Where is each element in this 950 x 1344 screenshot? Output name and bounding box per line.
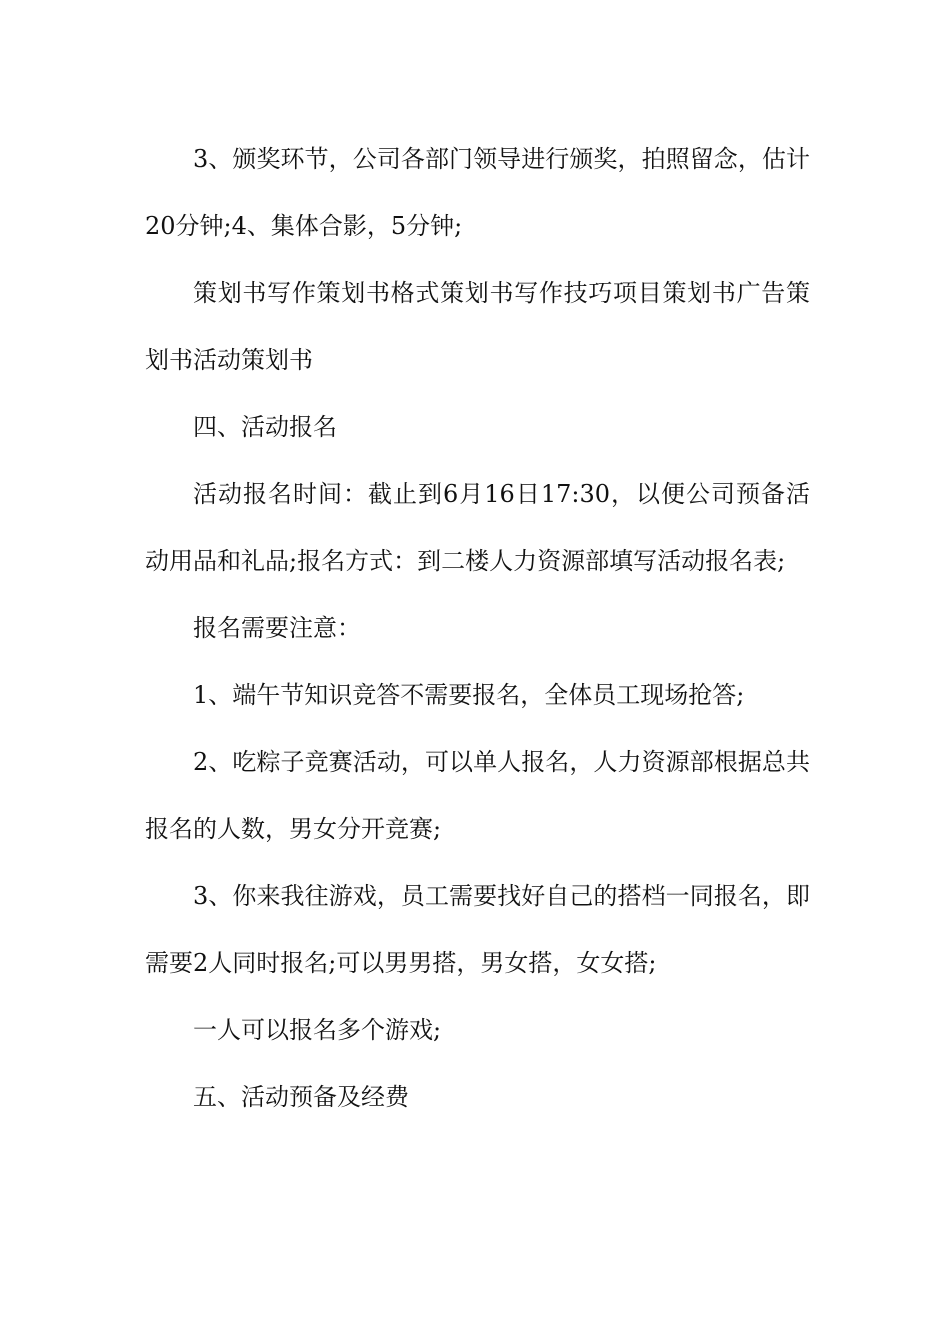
document-body [145, 126, 810, 1131]
section-heading-preparation-and-budget: 五、活动预备及经费 [193, 1083, 409, 1111]
section-heading-registration: 四、活动报名 [193, 413, 337, 441]
paragraph-note-1: 1、端午节知识竞答不需要报名，全体员工现场抢答; [193, 681, 745, 709]
paragraph-keywords: 策划书写作策划书格式策划书写作技巧项目策划书广告策划书活动策划书 [145, 279, 810, 374]
paragraph-note-3: 3、你来我往游戏，员工需要找好自己的搭档一同报名，即需要2人同时报名;可以男男搭，男女搭，女女搭; [145, 882, 810, 977]
paragraph-registration-notes-heading: 报名需要注意： [193, 614, 361, 642]
paragraph-award-and-photo: 3、颁奖环节，公司各部门领导进行颁奖，拍照留念，估计20分钟;4、集体合影，5分钟; [145, 145, 810, 240]
paragraph-multiple-games: 一人可以报名多个游戏; [193, 1016, 442, 1044]
paragraph-note-2: 2、吃粽子竞赛活动，可以单人报名，人力资源部根据总共报名的人数，男女分开竞赛; [145, 748, 810, 843]
paragraph-registration-time: 活动报名时间：截止到6月16日17:30，以便公司预备活动用品和礼品;报名方式：到二楼人力资源部填写活动报名表; [145, 480, 810, 575]
